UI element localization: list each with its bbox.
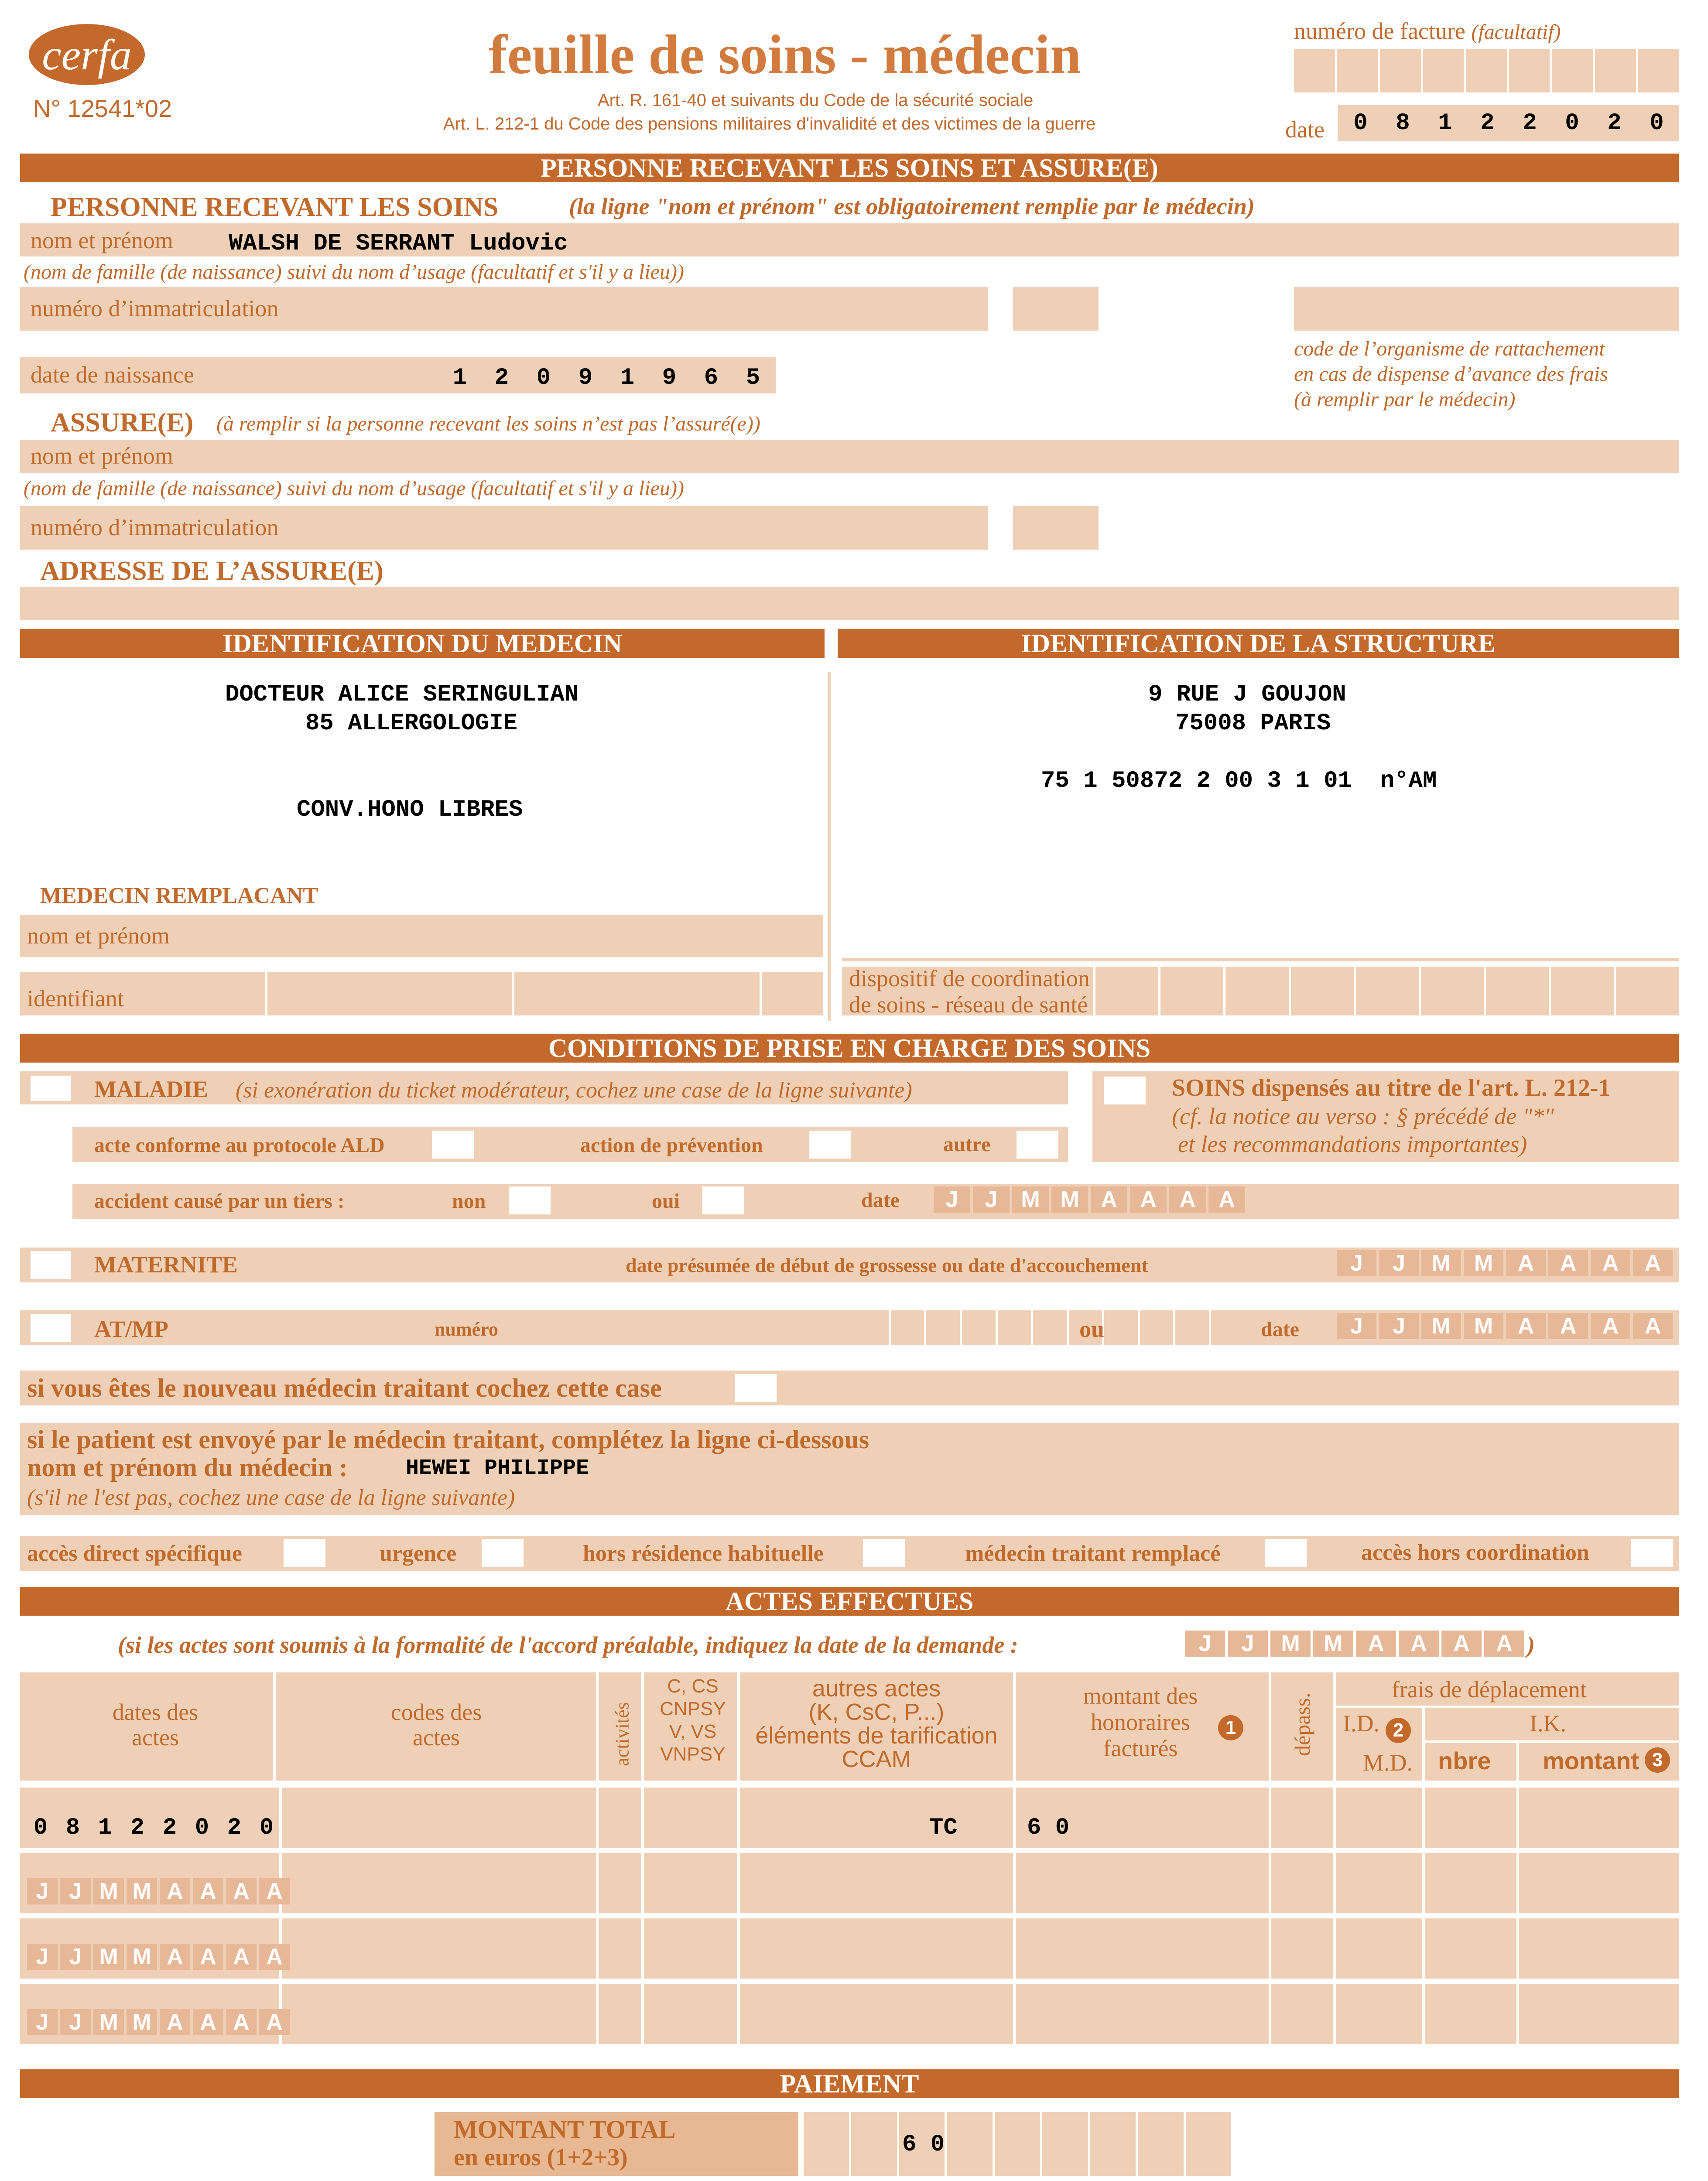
insured-name-note: (nom de famille (de naissance) suivi du nom d’usage (facultatif et s'il y a lieu)) xyxy=(24,477,684,500)
referral-note: (s'il ne l'est pas, cochez une case de la ligne suivante) xyxy=(27,1485,515,1510)
atmp-numero-label: numéro xyxy=(435,1319,498,1340)
person-name-label: nom et prénom xyxy=(31,227,173,253)
hors-coord-label: accès hors coordination xyxy=(1361,1540,1589,1565)
insured-immat-label: numéro d’immatriculation xyxy=(31,514,279,540)
actes-bar: ACTES EFFECTUES xyxy=(20,1587,1679,1616)
col-autres-1: autres actes xyxy=(812,1675,941,1702)
col-depass: dépass. xyxy=(1290,1692,1314,1756)
total-value-field[interactable] xyxy=(804,2112,1231,2176)
maternite-label: MATERNITE xyxy=(94,1251,238,1278)
person-org-code-field[interactable] xyxy=(1294,287,1679,331)
ald-label: acte conforme au protocole ALD xyxy=(94,1134,385,1157)
hors-residence-checkbox[interactable] xyxy=(863,1539,905,1567)
ident-divider xyxy=(828,672,831,1021)
form-number: N° 12541*02 xyxy=(33,95,172,122)
replacement-title: MEDECIN REMPLACANT xyxy=(40,883,318,908)
accident-oui-checkbox[interactable] xyxy=(702,1186,744,1214)
prevention-checkbox[interactable] xyxy=(809,1131,851,1159)
replacement-id-label: identifiant xyxy=(27,985,124,1012)
col-ik: I.K. xyxy=(1530,1710,1566,1737)
insured-title: ASSURE(E) xyxy=(51,408,194,438)
num-3-icon: 3 xyxy=(1645,1747,1670,1773)
law-line-1: Art. R. 161-40 et suivants du Code de la sécurité sociale xyxy=(598,91,1034,110)
structure-line-3: 75 1 50872 2 00 3 1 01 n°AM xyxy=(1041,768,1437,794)
actes-note: (si les actes sont soumis à la formalité de l'accord préalable, indiquez la date de la demande : xyxy=(118,1632,1018,1658)
invoice-number-field[interactable] xyxy=(1294,49,1679,92)
network-label-2: de soins - réseau de santé xyxy=(849,991,1088,1018)
org-note-1: code de l’organisme de rattachement xyxy=(1294,337,1605,360)
acces-direct-label: accès direct spécifique xyxy=(27,1541,242,1566)
soins-checkbox[interactable] xyxy=(1104,1077,1146,1104)
atmp-date-label: date xyxy=(1261,1318,1299,1341)
insured-name-field[interactable] xyxy=(20,440,1679,473)
org-note-2: en cas de dispense d’avance des frais xyxy=(1294,362,1608,386)
col-dates: dates des actes xyxy=(112,1699,199,1750)
row3-date-placeholder[interactable]: J J M M A A A A xyxy=(27,1944,292,1970)
law-line-2: Art. L. 212-1 du Code des pensions militaires d'invalidité et des victimes de la guerre xyxy=(443,114,1096,133)
cerfa-logo-text: cerfa xyxy=(42,31,132,79)
urgence-checkbox[interactable] xyxy=(482,1539,524,1567)
row4-date-placeholder[interactable]: J J M M A A A A xyxy=(27,2009,292,2035)
hors-coord-checkbox[interactable] xyxy=(1631,1539,1673,1567)
insured-name-label: nom et prénom xyxy=(31,443,173,469)
col-activites: activités xyxy=(611,1702,633,1766)
col-c: C, CS CNPSY V, VS VNPSY xyxy=(660,1675,726,1765)
person-section-bar: PERSONNE RECEVANT LES SOINS ET ASSURE(E) xyxy=(20,154,1679,182)
date-label: date xyxy=(1285,116,1325,143)
person-name-value: WALSH DE SERRANT Ludovic xyxy=(229,230,568,257)
referral-name-label: nom et prénom du médecin : xyxy=(27,1453,348,1482)
atmp-date-placeholder[interactable]: J J M M A A A A xyxy=(1337,1313,1675,1339)
invoice-label xyxy=(1294,17,1561,44)
autre-checkbox[interactable] xyxy=(1017,1131,1058,1159)
replacement-id-field[interactable] xyxy=(20,972,823,1015)
maternite-note: date présumée de début de grossesse ou date d'accouchement xyxy=(626,1254,1148,1276)
remplace-checkbox[interactable] xyxy=(1265,1539,1307,1567)
autre-label: autre xyxy=(943,1133,991,1156)
ald-checkbox[interactable] xyxy=(432,1131,474,1159)
total-label-2: en euros (1+2+3) xyxy=(454,2144,628,2171)
maternite-checkbox[interactable] xyxy=(31,1251,71,1279)
person-immat-label: numéro d’immatriculation xyxy=(31,295,279,321)
num-1-icon: 1 xyxy=(1218,1715,1243,1740)
row1-code: TC xyxy=(929,1815,958,1841)
address-field[interactable] xyxy=(20,587,1679,620)
replacement-name-label: nom et prénom xyxy=(27,923,170,949)
doctor-ident-bar: IDENTIFICATION DU MEDECIN xyxy=(20,629,825,658)
col-md: M.D. xyxy=(1363,1750,1413,1776)
address-title: ADRESSE DE L’ASSURE(E) xyxy=(40,556,383,586)
total-label-1: MONTANT TOTAL xyxy=(454,2115,676,2143)
accident-date-label: date xyxy=(861,1189,900,1212)
invoice-label-text: numéro de facture xyxy=(1294,18,1465,44)
col-frais: frais de déplacement xyxy=(1392,1676,1587,1702)
num-2-icon: 2 xyxy=(1386,1718,1411,1743)
accident-label: accident causé par un tiers : xyxy=(94,1190,345,1213)
prevention-label: action de prévention xyxy=(580,1134,763,1157)
doctor-line-2: 85 ALLERGOLOGIE xyxy=(305,710,518,737)
row1-amount: 6 0 xyxy=(1027,1815,1070,1841)
person-subtitle-note: (la ligne "nom et prénom" est obligatoirement remplie par le médecin) xyxy=(569,193,1255,219)
atmp-checkbox[interactable] xyxy=(31,1314,71,1342)
new-doctor-checkbox[interactable] xyxy=(735,1374,777,1402)
insured-title-note: (à remplir si la personne recevant les soins n’est pas l’assuré(e)) xyxy=(216,412,760,435)
accident-date-placeholder[interactable]: J J M M A A A A xyxy=(934,1186,1248,1213)
remplace-label: médecin traitant remplacé xyxy=(965,1541,1221,1566)
accident-non-label: non xyxy=(452,1190,486,1213)
structure-line-1: 9 RUE J GOUJON xyxy=(1148,681,1346,708)
invoice-date-digits: 0 8 1 2 2 0 2 0 xyxy=(1353,110,1664,137)
hors-residence-label: hors résidence habituelle xyxy=(583,1541,824,1566)
col-id: I.D. xyxy=(1343,1710,1379,1737)
network-label-1: dispositif de coordination xyxy=(849,965,1090,991)
referral-name-value: HEWEI PHILIPPE xyxy=(406,1456,589,1481)
soins-note-1: (cf. la notice au verso : § précédé de "*" xyxy=(1172,1103,1554,1129)
urgence-label: urgence xyxy=(380,1541,457,1566)
maladie-label: MALADIE xyxy=(94,1076,209,1102)
birth-date-digits: 1 2 0 9 1 9 6 5 xyxy=(452,365,760,391)
row2-date-placeholder[interactable]: J J M M A A A A xyxy=(27,1878,292,1904)
birth-date-label: date de naissance xyxy=(31,362,194,388)
col-autres-3: éléments de tarification xyxy=(755,1723,998,1749)
maladie-checkbox[interactable] xyxy=(31,1076,71,1101)
structure-ident-bar: IDENTIFICATION DE LA STRUCTURE xyxy=(838,629,1679,658)
col-autres-4: CCAM xyxy=(842,1746,911,1772)
person-name-note: (nom de famille (de naissance) suivi du nom d’usage (facultatif et s'il y a lieu)) xyxy=(24,260,684,284)
maladie-note: (si exonération du ticket modérateur, cochez une case de la ligne suivante) xyxy=(236,1078,912,1103)
network-line xyxy=(842,958,1679,961)
atmp-ou-label: ou xyxy=(1079,1316,1105,1342)
col-montant: montant des honoraires facturés xyxy=(1083,1683,1198,1761)
acces-direct-checkbox[interactable] xyxy=(284,1539,325,1567)
invoice-optional: (facultatif) xyxy=(1471,21,1561,44)
accident-non-checkbox[interactable] xyxy=(509,1186,551,1214)
structure-line-2: 75008 PARIS xyxy=(1175,710,1331,737)
col-autres-2: (K, CsC, P...) xyxy=(808,1699,945,1725)
col-nbre: nbre xyxy=(1438,1747,1491,1774)
soins-title: SOINS dispensés au titre de l'art. L. 212-1 xyxy=(1172,1074,1611,1101)
soins-note-2: et les recommandations importantes) xyxy=(1178,1131,1527,1157)
accident-oui-label: oui xyxy=(652,1190,680,1213)
col-codes: codes des actes xyxy=(390,1699,482,1750)
row1-date-digits: 0 8 1 2 2 0 2 0 xyxy=(33,1815,274,1841)
person-immat-key[interactable] xyxy=(1013,287,1099,331)
doctor-line-3: CONV.HONO LIBRES xyxy=(297,797,523,823)
insured-immat-key[interactable] xyxy=(1013,506,1099,550)
actes-note-end: ) xyxy=(1527,1632,1535,1658)
doctor-line-1: DOCTEUR ALICE SERINGULIAN xyxy=(225,681,579,708)
atmp-label: AT/MP xyxy=(94,1316,168,1342)
person-subtitle: PERSONNE RECEVANT LES SOINS xyxy=(51,192,499,222)
actes-request-date-placeholder[interactable]: J J M M A A A A xyxy=(1185,1631,1527,1657)
total-value: 6 0 xyxy=(902,2131,945,2158)
conditions-bar: CONDITIONS DE PRISE EN CHARGE DES SOINS xyxy=(20,1034,1679,1063)
payment-bar: PAIEMENT xyxy=(20,2069,1679,2098)
referral-title: si le patient est envoyé par le médecin traitant, complétez la ligne ci-dessous xyxy=(27,1425,869,1454)
form-title: feuille de soins - médecin xyxy=(489,24,1082,85)
col-montant-ik: montant xyxy=(1543,1747,1639,1774)
new-doctor-label: si vous êtes le nouveau médecin traitant cochez cette case xyxy=(27,1374,662,1402)
maternite-date-placeholder[interactable]: J J M M A A A A xyxy=(1337,1250,1675,1276)
org-note-3: (à remplir par le médecin) xyxy=(1294,388,1516,411)
